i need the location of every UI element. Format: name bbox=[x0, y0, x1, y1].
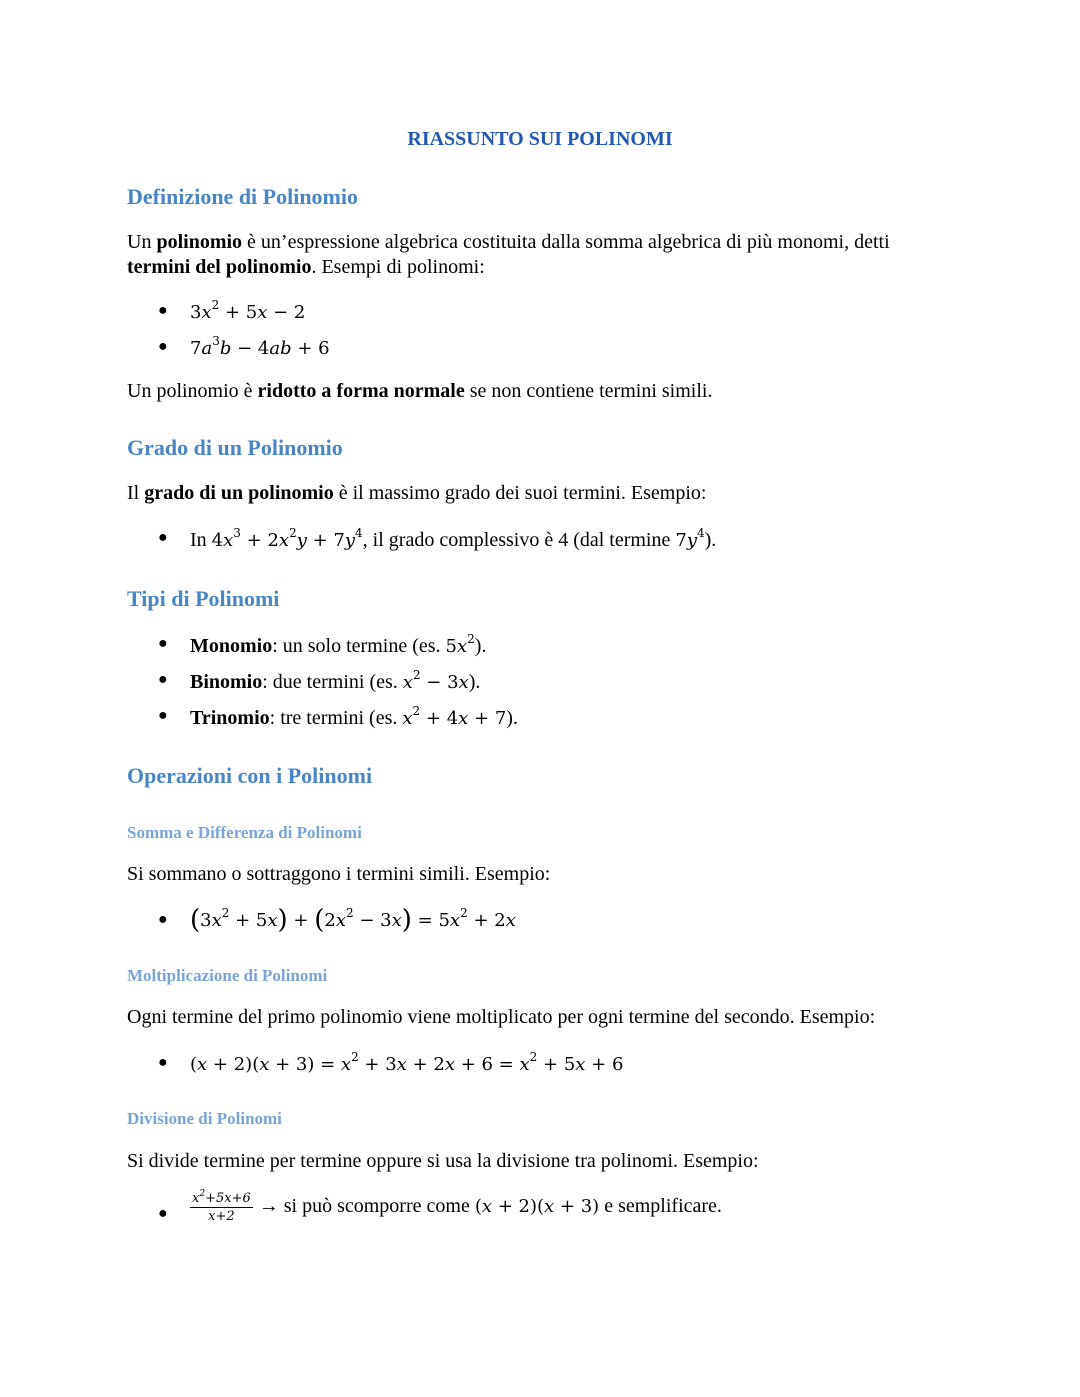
heading-divisione: Divisione di Polinomi bbox=[127, 1109, 282, 1128]
moltiplicazione-example: $(x + 2)(x + 3) = x^2 + 3x + 2x + 6 = x^2 + 5x + 6$ bbox=[190, 1050, 624, 1075]
tipo-monomio: Monomio: un solo termine (es. $5x^2$). bbox=[190, 632, 487, 657]
definizione-paragraph: Un polinomio è un’espressione algebrica costituita dalla somma algebrica di più monomi, detti termini del polinomio. Esempi di polinomi: bbox=[127, 231, 890, 278]
grado-example: In $4x^3 + 2x^2y + 7y^4$, il grado complessivo è 4 (dal termine $7y^4$). bbox=[190, 526, 717, 551]
list-item bbox=[127, 632, 827, 663]
tipo-binomio: Binomio: due termini (es. $x^2 - 3x$). bbox=[190, 668, 481, 693]
bullet-icon: ● bbox=[158, 338, 168, 355]
example-polinomio-1: $3x^2 + 5x - 2$ bbox=[190, 298, 306, 323]
heading-tipi: Tipi di Polinomi bbox=[127, 586, 280, 611]
bullet-icon: ● bbox=[158, 671, 168, 688]
bullet-icon: ● bbox=[158, 635, 168, 652]
bullet-icon: ● bbox=[158, 302, 168, 319]
bullet-icon: ● bbox=[158, 1205, 168, 1222]
list-item bbox=[127, 334, 827, 366]
heading-moltiplicazione: Moltiplicazione di Polinomi bbox=[127, 966, 328, 985]
divisione-paragraph: Si divide termine per termine oppure si usa la divisione tra polinomi. Esempio: bbox=[127, 1150, 759, 1172]
somma-paragraph: Si sommano o sottraggono i termini simili. Esempio: bbox=[127, 863, 551, 885]
tipo-trinomio: Trinomio: tre termini (es. $x^2 + 4x + 7$). bbox=[190, 704, 518, 729]
heading-somma: Somma e Differenza di Polinomi bbox=[127, 823, 362, 842]
bullet-icon: ● bbox=[158, 911, 168, 928]
list-item bbox=[127, 905, 827, 941]
grado-paragraph: Il grado di un polinomio è il massimo grado dei suoi termini. Esempio: bbox=[127, 482, 707, 504]
moltiplicazione-paragraph: Ogni termine del primo polinomio viene moltiplicato per ogni termine del secondo. Esempio: bbox=[127, 1006, 876, 1028]
list-item bbox=[127, 298, 827, 330]
heading-definizione: Definizione di Polinomio bbox=[127, 184, 358, 209]
heading-operazioni: Operazioni con i Polinomi bbox=[127, 763, 373, 788]
list-item bbox=[127, 1050, 827, 1082]
page-title: RIASSUNTO SUI POLINOMI bbox=[407, 128, 673, 150]
forma-normale-paragraph: Un polinomio è ridotto a forma normale se non contiene termini simili. bbox=[127, 380, 713, 402]
somma-example: $(3x^2 + 5x) + (2x^2 - 3x) = 5x^2 + 2x$ bbox=[190, 905, 516, 935]
bullet-icon: ● bbox=[158, 707, 168, 724]
heading-grado: Grado di un Polinomio bbox=[127, 435, 343, 460]
list-item bbox=[127, 526, 877, 557]
list-item bbox=[127, 704, 827, 735]
bullet-icon: ● bbox=[158, 1054, 168, 1071]
divisione-example: $\frac{x^2+5x+6}{x+2}$ → si può scomporre come (x + 2)(x + 3) e semplificare. bbox=[192, 1189, 722, 1224]
list-item bbox=[127, 1191, 877, 1235]
list-item bbox=[127, 668, 827, 699]
bullet-icon: ● bbox=[158, 529, 168, 546]
example-polinomio-2: $7a^3b - 4ab + 6$ bbox=[190, 334, 330, 359]
fraction: $\frac{x^2+5x+6}{x+2}$ bbox=[192, 1189, 251, 1224]
